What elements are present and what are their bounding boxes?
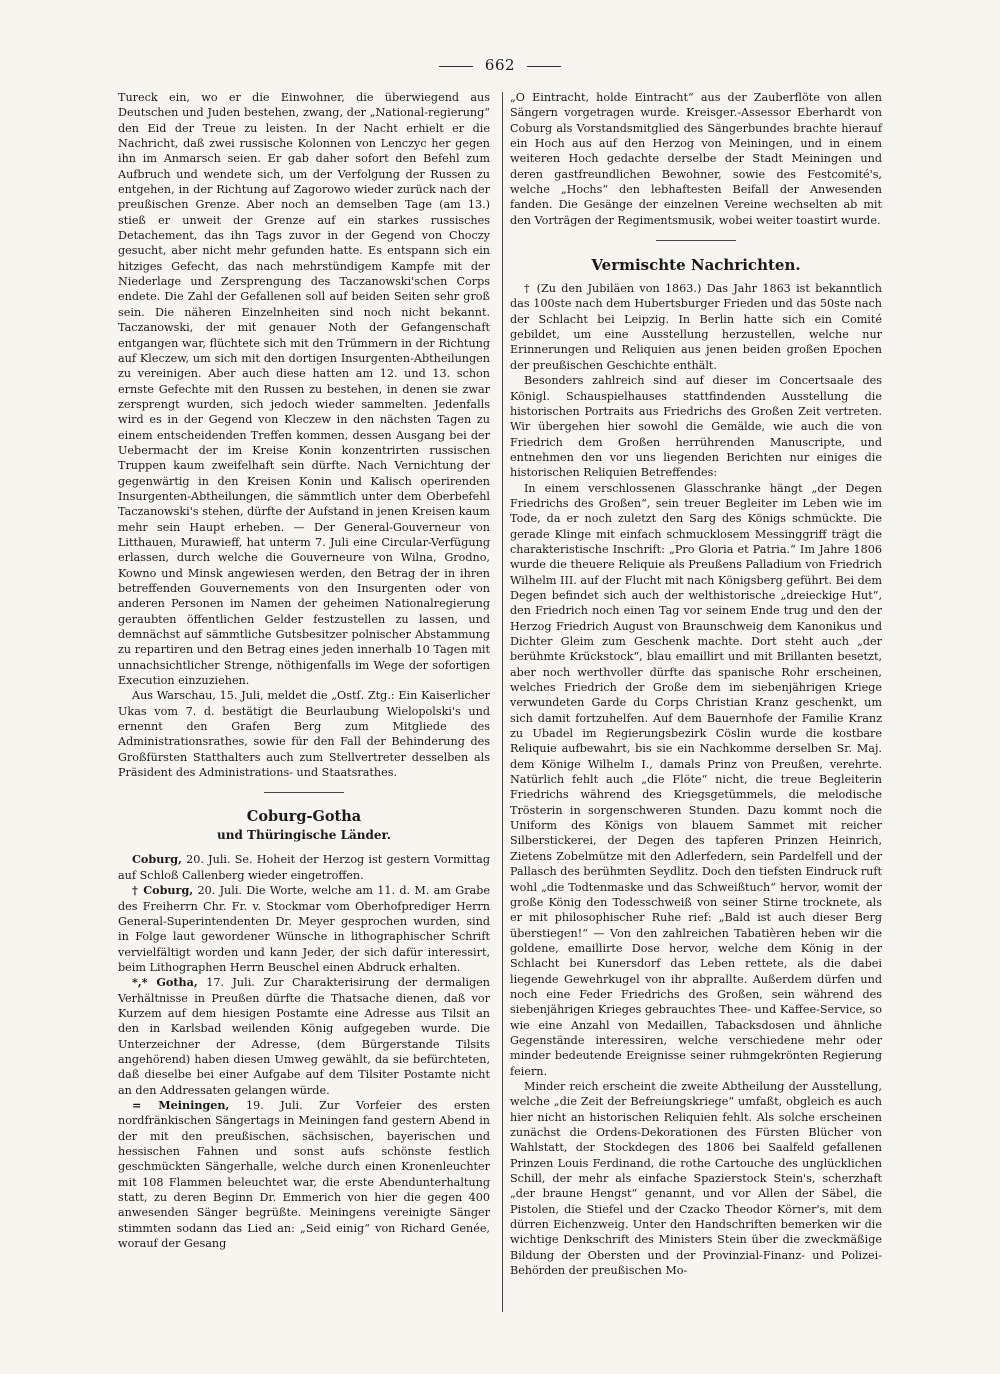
- right-column: [510, 90, 882, 1278]
- column-divider: [502, 92, 503, 1312]
- article-paragraph: † (Zu den Jubiläen von 1863.) Das Jahr 1863 ist bekanntlich das 100ste nach dem Hubertsburger Frieden und das 50ste nach der Schlacht bei Leipzig. In Berlin hatte sich ein Comité gebildet, um eine Ausstellung herzustellen, welche nur Erinnerungen und Reliquien aus jenen beiden großen Epochen der preußischen Geschichte enthält.: [510, 282, 882, 372]
- article-paragraph: Tureck ein, wo er die Einwohner, die überwiegend aus Deutschen und Juden bestehen, zwang, der „National-regierung“ den Eid der Treue zu leisten. In der Nacht erhielt er die Nachricht, daß zwei russische Kolonnen von Lenczyc her gegen ihn im Anmarsch seien. Er gab daher sofort den Befehl zum Aufbruch und wendete sich, um der Verfolgung der Russen zu entgehen, in der Richtung auf Zagorowo wieder zurück nach der preußischen Grenze. Aber noch an demselben Tage (am 13.) stieß er unweit der Grenze auf ein starkes russisches Detachement, das ihn Tags zuvor in der Gegend von Choczy gesucht, aber nicht mehr gefunden hatte. Es entspann sich ein hitziges Gefecht, das nach mehrstündigem Kampfe mit der Niederlage und Zersprengung des Taczanowski'schen Corps endete. Die Zahl der Gefallenen soll auf beiden Seiten sehr groß sein. Die näheren Einzelnheiten sind noch nicht bekannt. Taczanowski, der mit genauer Noth der Gefangenschaft entgangen war, flüchtete sich mit den Trümmern in der Richtung auf Kleczew, um sich mit den dortigen Insurgenten-Abtheilungen zu vereinigen. Aber auch diese hatten am 12. und 13. schon ernste Gefechte mit den Russen zu bestehen, in denen sie zwar zersprengt wurden, sich jedoch wieder sammelten. Jedenfalls wird es in der Gegend von Kleczew in den nächsten Tagen zu einem entscheidenden Treffen kommen, dessen Ausgang bei der Uebermacht der im Kreise Konin konzentrirten russischen Truppen kaum zweifelhaft sein dürfte. Nach Vernichtung der gegenwärtig in den Kreisen Konin und Kalisch operirenden Insurgenten-Abtheilungen, die sämmtlich unter dem Oberbefehl Taczanowski's stehen, dürfte der Aufstand in jenen Kreisen kaum mehr sein Haupt erheben. — Der General-Gouverneur von Litthauen, Murawieff, hat unterm 7. Juli eine Circular-Verfügung erlassen, durch welche die Gouverneure von Wilna, Grodno, Kowno und Minsk angewiesen werden, den Betrag der in ihren betreffenden Gouvernements von den Insurgenten oder von anderen Personen im Namen der geheimen Nationalregierung geraubten öffentlichen Gelder festzustellen zu lassen, und demnächst auf sämmtliche Gutsbesitzer polnischer Abstammung zu repartiren und den Betrag eines jeden innerhalb 10 Tagen mit unnachsichtlicher Strenge, nöthigenfalls im Wege der sofortigen Execution einzuziehen.: [118, 91, 490, 688]
- article-paragraph: „O Eintracht, holde Eintracht“ aus der Zauberflöte von allen Sängern vorgetragen wurde. Kreisger.-Assessor Eberhardt von Coburg als Vorstandsmitglied des Sängerbundes brachte hierauf ein Hoch aus auf den Herzog von Meiningen, und in einem weiteren Hoch gedachte derselbe der Stadt Meiningen und deren gastfreundlichen Bewohner, sowie des Festcomité's, welche „Hochs“ den lebhaftesten Beifall der Anwesenden fanden. Die Gesänge der einzelnen Vereine wechselten ab mit den Vorträgen der Regimentsmusik, wobei weiter toastirt wurde.: [510, 91, 882, 227]
- page-number-rule-left: [439, 66, 473, 67]
- section-separator: [656, 240, 736, 241]
- news-item: [118, 883, 490, 975]
- dateline: *,* Gotha,: [132, 975, 198, 990]
- news-item-text: 19. Juli. Zur Vorfeier des ersten nordfränkischen Sängertags in Meiningen fand gestern Abend in der mit den preußischen, sächsischen, bayerischen und hessischen Fahnen und sonst aufs schönste festlich geschmückten Sängerhalle, welche durch einen Kronenleuchter mit 108 Flammen beleuchtet war, die erste Abendunterhaltung statt, zu deren Beginn Dr. Emmerich von hier die gegen 400 anwesenden Sänger begrüßte. Meiningens vereinigte Sänger stimmten sodann das Lied an: „Seid einig“ von Richard Genée, worauf der Gesang: [118, 1098, 490, 1251]
- news-item: [118, 852, 490, 883]
- section-title: Vermischte Nachrichten.: [591, 256, 801, 275]
- article-paragraph: Besonders zahlreich sind auf dieser im Concertsaale des Königl. Schauspielhauses stattfindenden Ausstellung die historischen Portraits aus Friedrichs des Großen Zeit vertreten. Wir übergehen hier sowohl die Gemälde, wie auch die von Friedrich dem Großen herrührenden Manuscripte, und entnehmen den vor uns liegenden Berichten nur einiges die historischen Reliquien Betreffendes:: [510, 374, 882, 480]
- page-number-rule-right: [527, 66, 561, 67]
- dateline: = Meiningen,: [132, 1097, 230, 1112]
- left-column: [118, 90, 490, 1251]
- article-paragraph: Aus Warschau, 15. Juli, meldet die „Ostſ. Ztg.: Ein Kaiserlicher Ukas vom 7. d. bestätigt die Beurlaubung Wielopolski's und ernennt den Grafen Berg zum Mitgliede des Administrationsrathes, sowie für den Fall der Behinderung des Großfürsten Statthalters auch zum Stellvertreter desselben als Präsident des Administrations- und Staatsrathes.: [118, 689, 490, 780]
- news-item-text: 20. Juli. Die Worte, welche am 11. d. M. am Grabe des Freiherrn Chr. Fr. v. Stockmar vom Oberhofprediger Herrn General-Superintendenten Dr. Meyer gesprochen wurden, sind in Folge laut gewordener Wünsche in lithographischer Schrift vervielfältigt worden und kann Jeder, der sich dafür interessirt, beim Lithographen Herrn Beuschel einen Abdruck erhalten.: [118, 884, 491, 974]
- article-paragraph: Minder reich erscheint die zweite Abtheilung der Ausstellung, welche „die Zeit der Befreiungskriege“ umfaßt, obgleich es auch hier nicht an historischen Reliquien fehlt. Als solche erscheinen zunächst die Ordens-Dekorationen des Fürsten Blücher von Wahlstatt, der Stockdegen des 1806 bei Saalfeld gefallenen Prinzen Louis Ferdinand, die rothe Cartouche des unglücklichen Schill, der mehr als einfache Spazierstock Stein's, scherzhaft „der braune Hengst“ genannt, und vor Allen der Säbel, die Pistolen, die Stiefel und der Czacko Theodor Körner's, mit dem dürren Eichenzweig. Unter den Handschriften bemerken wir die wichtige Denkschrift des Ministers Stein über die zweckmäßige Bildung der Obersten und der Provinzial-Finanz- und Polizei-Behörden der preußischen Mo-: [510, 1079, 882, 1278]
- page-number-text: 662: [484, 56, 516, 74]
- page-number: [0, 56, 1000, 74]
- article-paragraph: In einem verschlossenen Glasschranke hängt „der Degen Friedrichs des Großen“, sein treuer Begleiter im Leben wie im Tode, da er noch zuletzt den Sarg des Königs schmückte. Die gerade Klinge mit einfach schmucklosem Messinggriff trägt die charakteristische Inschrift: „Pro Gloria et Patria.“ Im Jahre 1806 wurde die theuere Reliquie als Preußens Palladium von Friedrich Wilhelm III. auf der Flucht mit nach Königsberg geführt. Bei dem Degen befindet sich auch der welthistorische „dreieckige Hut“, den Friedrich noch einen Tag vor seinem Ende trug und den der Herzog Friedrich August von Braunschweig dem Kanonikus und Dichter Gleim zum Geschenk machte. Dort steht auch „der berühmte Krückstock“, blau emaillirt und mit Brillanten besetzt, aber noch werthvoller dürfte das spanische Rohr erscheinen, welches Friedrich der Große dem im siebenjährigen Kriege verwundeten Garde du Corps Christian Kranz geschenkt, um sich damit fortzuhelfen. Auf dem Bauernhofe der Familie Kranz zu Ubadel im Regierungsbezirk Cöslin wurde die kostbare Reliquie aufbewahrt, bis sie ein Nachkomme derselben Sr. Maj. dem Könige Wilhelm I., damals Prinz von Preußen, verehrte. Natürlich fehlt auch „die Flöte“ nicht, die treue Begleiterin Friedrichs während des Kriegsgetümmels, die melodische Trösterin in sorgenschweren Stunden. Dazu kommt noch die Uniform des Königs von blauem Sammet mit reicher Silberstickerei, der Degen des tapferen Prinzen Heinrich, Zietens Zobelmütze mit den Adlerfedern, sein Pardelfell und der Pallasch des berühmten Seydlitz. Doch den tiefsten Eindruck ruft wohl „die Todtenmaske und das Schweißtuch“ hervor, womit der große König den Todesschweiß von seiner Stirne trocknete, als er mit philosophischer Ruhe rief: „Bald ist auch dieser Berg überstiegen!“ — Von den zahlreichen Tabatièren heben wir die goldene, emaillirte Dose hervor, welche dem König in der Schlacht bei Kunersdorf das Leben rettete, als die dabei liegende Gewehrkugel von ihr abprallte. Außerdem dürfen und noch eine Feder Friedrichs des Großen, sein während des siebenjährigen Krieges gebrauchtes Thee- und Kaffee-Service, so wie eine Anzahl von Medaillen, Tabacksdosen und ähnliche Gegenstände interessiren, welche verschiedene mehr oder minder bedeutende Ereignisse seiner ruhmgekrönten Regierung feiern.: [510, 481, 883, 1078]
- section-title: Coburg-Gotha: [246, 808, 362, 826]
- news-item-text: 20. Juli. Se. Hoheit der Herzog ist gestern Vormittag auf Schloß Callenberg wieder eingetroffen.: [118, 853, 490, 882]
- section-separator: [264, 792, 344, 793]
- news-item-text: 17. Juli. Zur Charakterisirung der dermaligen Verhältnisse in Preußen dürfte die Thatsache dienen, daß vor Kurzem auf dem hiesigen Postamte eine Adresse aus Tilsit an den in Karlsbad weilenden König aufgegeben wurde. Die Unterzeichner der Adresse, (dem Bürgerstande Tilsits angehörend) haben diesen Umweg gewählt, da sie befürchteten, daß dieselbe bei einer Aufgabe auf dem Tilsiter Postamte nicht an den Addressaten gelangen würde.: [118, 976, 491, 1097]
- news-item: [118, 975, 490, 1098]
- section-subtitle: und Thüringische Länder.: [217, 828, 391, 843]
- dateline: Coburg,: [132, 852, 182, 867]
- dateline: † Coburg,: [132, 883, 194, 898]
- news-item: [118, 1098, 490, 1251]
